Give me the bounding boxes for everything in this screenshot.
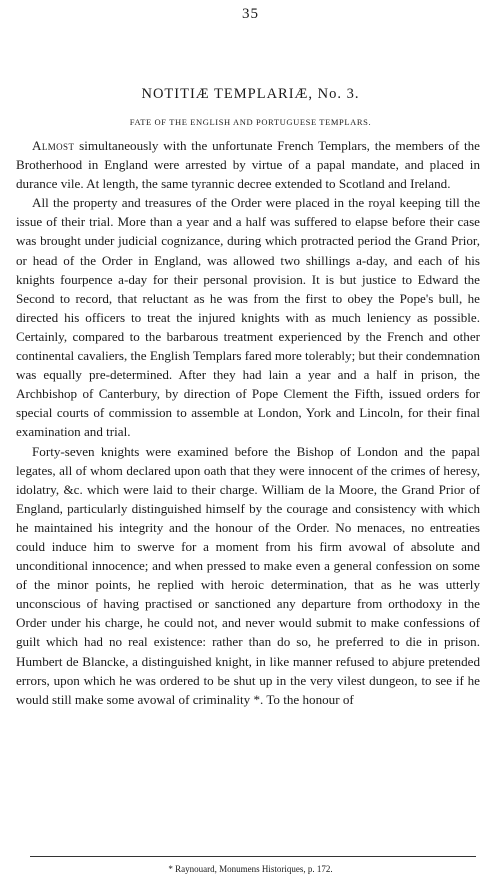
paragraph-1 xyxy=(16,136,480,193)
page-number: 35 xyxy=(242,6,259,22)
article-body xyxy=(16,136,480,709)
paragraph-3 xyxy=(16,442,480,709)
paragraph-text: All the property and treasures of the Order were placed in the royal keeping till the issue of their trial. More than a year and a half was suffered to elapse before their case was brought under judicial cognizance, during which protracted period the Grand Prior, or head of the Order in England, was allowed two shillings a-day, and each of his knights fourpence a-day for their personal provision. It is but justice to Edward the Second to record, that reluctant as he was from the first to obey the Pope's bull, he directed his officers to treat the injured knights with as much leniency as possible. Certainly, compared to the barbarous treatment experienced by the French and other continental cavaliers, the English Templars fared more tolerably; but their condemnation was equally pre-determined. After they had lain a year and a half in prison, the Archbishop of Canterbury, by direction of Pope Clement the Fifth, issued orders for special courts of commission to assemble at London, York and Lincoln, for their final examination and trial. xyxy=(16,195,480,440)
paragraph-text: Forty-seven knights were examined before the Bishop of London and the papal legates, all of whom declared upon oath that they were innocent of the crimes of heresy, idolatry, &c. which were laid to their charge. William de la Moore, the Grand Prior of England, particularly distinguished himself by the courage and consistency with which he maintained his integrity and the honour of the Order. No menaces, no entreaties could induce him to swerve for a moment from his firm avowal of absolute and unconditional innocence; and when pressed to make even a general confession on some of the minor points, he replied with heroic determination, that as he was utterly unconscious of having practised or sanctioned any departure from orthodoxy in the Order under his charge, he could not, and never would submit to make confessions of guilt which had no real existence: rather than do so, he preferred to die in prison. Humbert de Blancke, a distinguished knight, in like manner refused to abjure pretended errors, upon which he was ordered to be shut up in the very vilest dungeon, to see if he would still make some avowal of criminality *. To the honour of xyxy=(16,443,480,707)
paragraph-lead-word: Almost xyxy=(32,138,75,153)
paragraph-2 xyxy=(16,193,480,441)
paragraph-text: simultaneously with the unfortunate French Templars, the members of the Brotherhood in England were arrested by virtue of a papal mandate, and placed in durance vile. At length, the same tyrannic decree extended to Scotland and Ireland. xyxy=(16,138,480,192)
article-title: NOTITIÆ TEMPLARIÆ, No. 3. xyxy=(141,86,360,102)
footnote-divider xyxy=(30,856,476,857)
footnote: * Raynouard, Monumens Historiques, p. 172. xyxy=(168,864,333,874)
article-subtitle: FATE OF THE ENGLISH AND PORTUGUESE TEMPLARS. xyxy=(129,117,372,127)
